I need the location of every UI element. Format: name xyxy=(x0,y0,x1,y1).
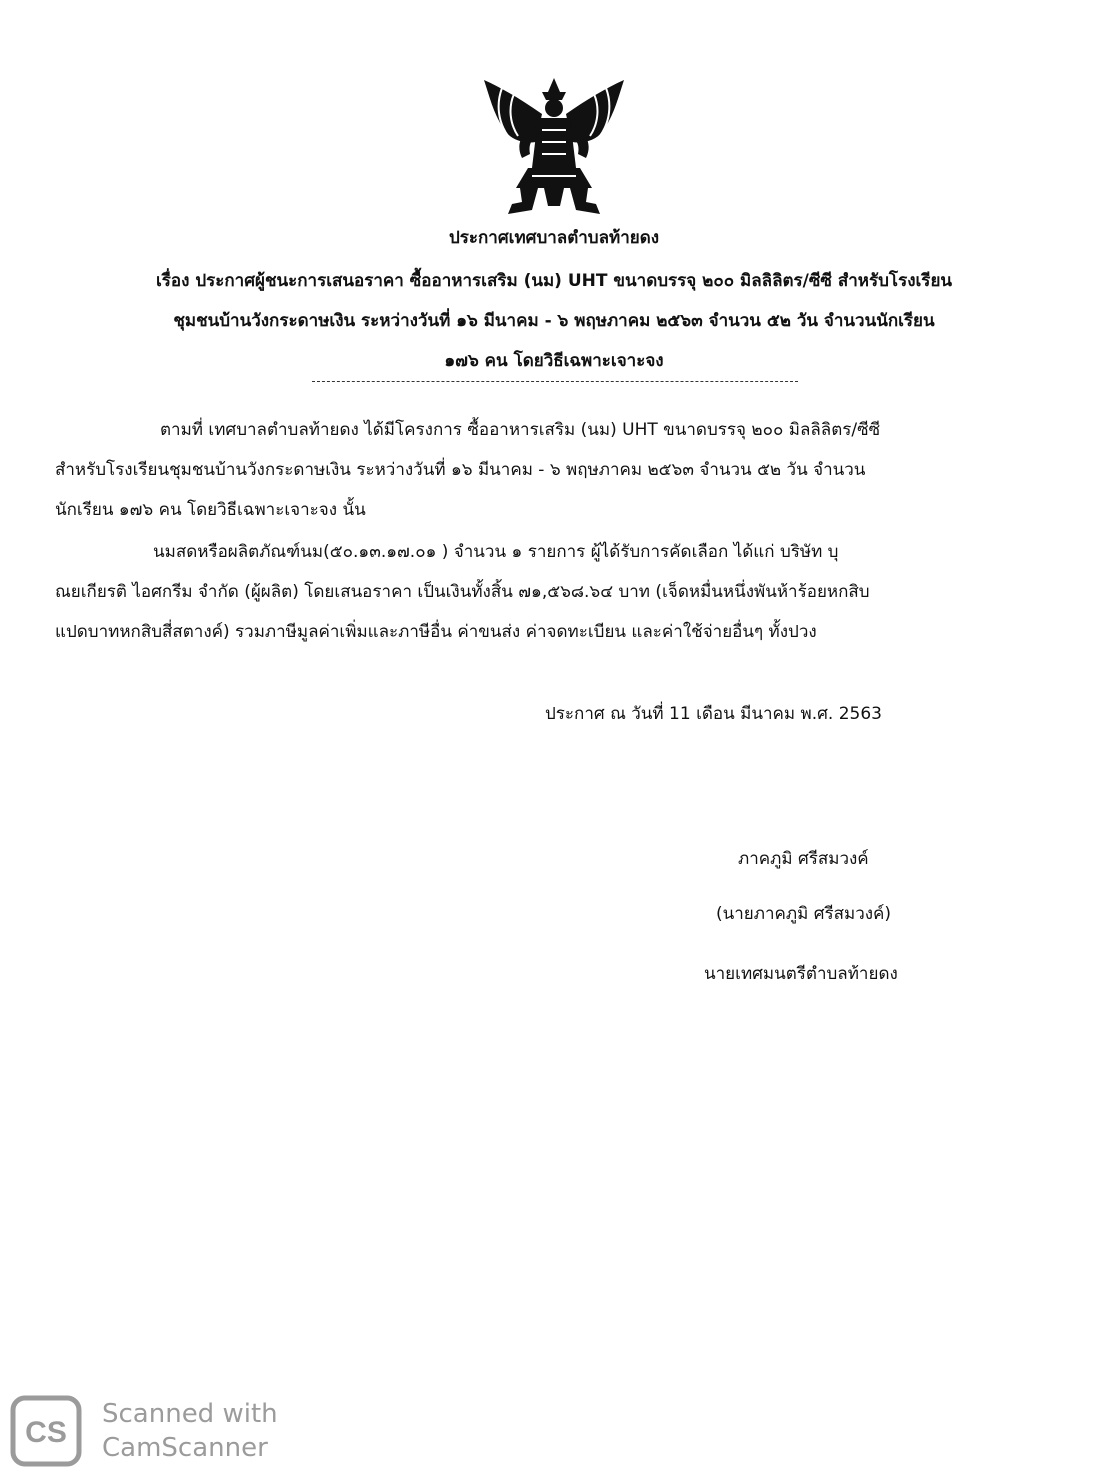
paragraph-line xyxy=(55,410,1055,450)
paragraph-line: นักเรียน ๑๗๖ คน โดยวิธีเฉพาะเจาะจง นั้น xyxy=(55,500,366,520)
divider xyxy=(312,381,798,382)
watermark-text xyxy=(102,1397,278,1465)
paragraph-line: แปดบาทหกสิบสี่สตางค์) รวมภาษีมูลค่าเพิ่มและภาษีอื่น ค่าขนส่ง ค่าจดทะเบียน และค่าใช้จ่ายอื่นๆ ทั้งปวง xyxy=(55,622,817,642)
subject-line: ๑๗๖ คน โดยวิธีเฉพาะเจาะจง xyxy=(444,351,664,371)
body-paragraph-2 xyxy=(55,532,1055,652)
watermark-line: Scanned with xyxy=(102,1399,278,1429)
signatory-position: นายเทศมนตรีตำบลท้ายดง xyxy=(704,964,898,984)
paragraph-line-text: นมสดหรือผลิตภัณฑ์นม(๕๐.๑๓.๑๗.๐๑ ) จำนวน ๑ รายการ ผู้ได้รับการคัดเลือก ได้แก่ บริษัท บุ xyxy=(153,542,839,562)
signature-name: ภาคภูมิ ศรีสมวงค์ xyxy=(738,849,869,869)
body-paragraph-1 xyxy=(55,410,1055,530)
garuda-emblem-icon xyxy=(472,70,636,220)
paragraph-line: สำหรับโรงเรียนชุมชนบ้านวังกระดาษเงิน ระหว่างวันที่ ๑๖ มีนาคม - ๖ พฤษภาคม ๒๕๖๓ จำนวน ๕๒ วัน จำนวน xyxy=(55,460,866,480)
paragraph-line-text: ตามที่ เทศบาลตำบลท้ายดง ได้มีโครงการ ซื้ออาหารเสริม (นม) UHT ขนาดบรรจุ ๒๐๐ มิลลิลิตร/ซีซี xyxy=(160,420,881,440)
camscanner-watermark xyxy=(10,1395,300,1470)
announcement-subject xyxy=(60,261,1048,381)
subject-line: ชุมชนบ้านวังกระดาษเงิน ระหว่างวันที่ ๑๖ มีนาคม - ๖ พฤษภาคม ๒๕๖๓ จำนวน ๕๒ วัน จำนวนนักเรียน xyxy=(173,311,935,331)
signatory-printed-name: (นายภาคภูมิ ศรีสมวงค์) xyxy=(716,904,892,924)
paragraph-line xyxy=(55,532,1055,572)
logo-text: CS xyxy=(25,1416,67,1449)
camscanner-logo-icon xyxy=(10,1395,82,1467)
announcement-title: ประกาศเทศบาลตำบลท้ายดง xyxy=(448,228,660,248)
announcement-date: ประกาศ ณ วันที่ 11 เดือน มีนาคม พ.ศ. 2563 xyxy=(545,704,882,724)
subject-line: เรื่อง ประกาศผู้ชนะการเสนอราคา ซื้ออาหารเสริม (นม) UHT ขนาดบรรจุ ๒๐๐ มิลลิลิตร/ซีซี สำหรับโรงเรียน xyxy=(155,271,953,291)
watermark-line: CamScanner xyxy=(102,1433,268,1463)
paragraph-line: ณยเกียรติ ไอศกรีม จำกัด (ผู้ผลิต) โดยเสนอราคา เป็นเงินทั้งสิ้น ๗๑,๕๖๘.๖๔ บาท (เจ็ดหมื่นหนึ่งพันห้าร้อยหกสิบ xyxy=(55,582,870,602)
